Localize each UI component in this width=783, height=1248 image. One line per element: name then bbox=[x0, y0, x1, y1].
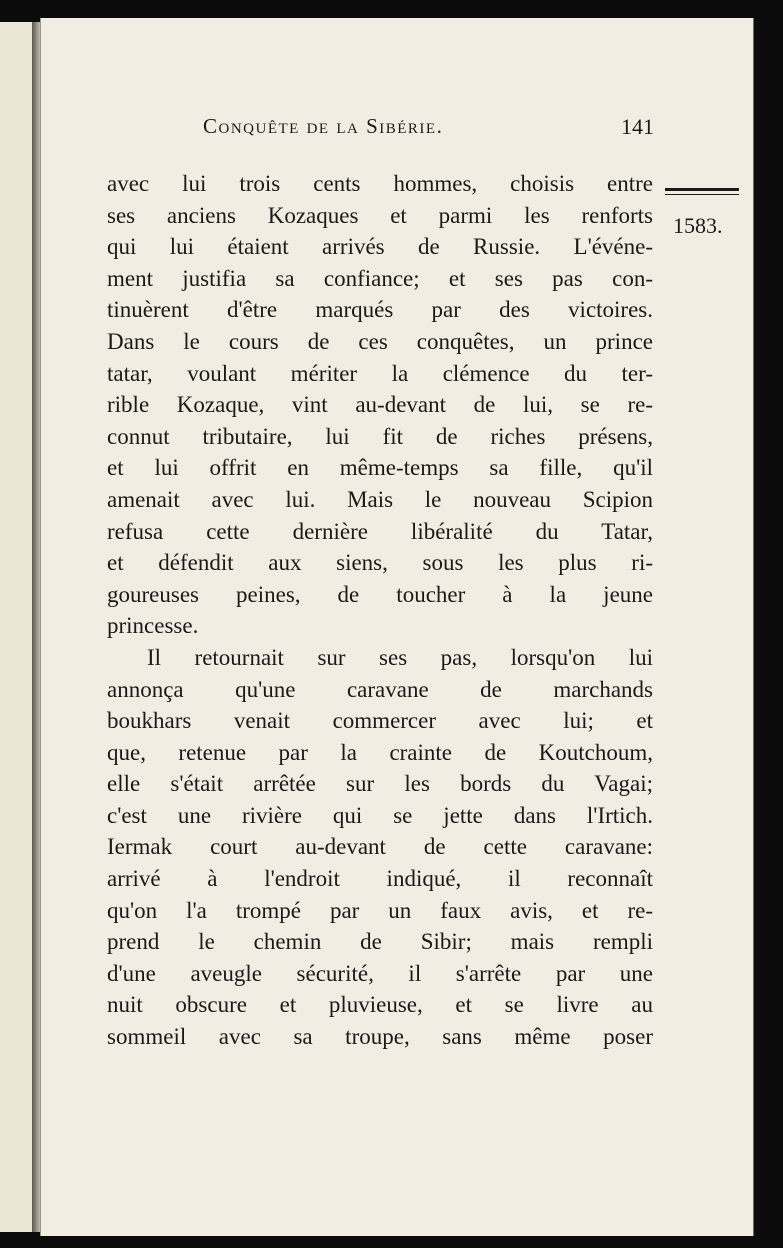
page-number: 141 bbox=[621, 114, 654, 139]
text-line: qu'on l'a trompé par un faux avis, et re- bbox=[107, 897, 653, 923]
text-line: Il retournait sur ses pas, lorsqu'on lui bbox=[147, 644, 653, 670]
text-line: boukhars venait commercer avec lui; et bbox=[107, 708, 653, 734]
text-line: ses anciens Kozaques et parmi les renforts bbox=[107, 202, 653, 228]
text-line: qui lui étaient arrivés de Russie. L'événe- bbox=[107, 234, 653, 260]
text-line: Dans le cours de ces conquêtes, un prince bbox=[107, 328, 653, 354]
text-line: elle s'était arrêtée sur les bords du Vagai; bbox=[107, 771, 653, 797]
margin-rule bbox=[665, 188, 739, 191]
text-line: et défendit aux siens, sous les plus ri- bbox=[107, 550, 653, 576]
text-line: tatar, voulant mériter la clémence du ter- bbox=[107, 360, 653, 386]
text-line: ment justifia sa confiance; et ses pas con- bbox=[107, 265, 653, 291]
text-line: nuit obscure et pluvieuse, et se livre au bbox=[107, 992, 653, 1018]
text-line: tinuèrent d'être marqués par des victoires. bbox=[107, 297, 653, 323]
text-line: d'une aveugle sécurité, il s'arrête par une bbox=[107, 960, 653, 986]
margin-rule-thin bbox=[665, 194, 739, 195]
text-line: c'est une rivière qui se jette dans l'Irtich. bbox=[107, 802, 653, 828]
book-page bbox=[40, 18, 754, 1236]
text-line: que, retenue par la crainte de Koutchoum, bbox=[107, 739, 653, 765]
text-line: Iermak court au-devant de cette caravane: bbox=[107, 834, 653, 860]
text-line: avec lui trois cents hommes, choisis entre bbox=[107, 171, 653, 196]
paragraph-2 bbox=[107, 642, 653, 1053]
margin-year: 1583. bbox=[673, 213, 723, 238]
facing-page-edge bbox=[0, 22, 34, 1232]
text-line: sommeil avec sa troupe, sans même poser bbox=[107, 1024, 653, 1050]
text-line: prend le chemin de Sibir; mais rempli bbox=[107, 929, 653, 955]
body-text bbox=[107, 168, 653, 1053]
running-title: Conquête de la Sibérie. bbox=[203, 114, 444, 138]
text-line: goureuses peines, de toucher à la jeune bbox=[107, 581, 653, 607]
text-line: refusa cette dernière libéralité du Tatar, bbox=[107, 518, 653, 544]
text-line: princesse. bbox=[107, 613, 199, 639]
text-line: et lui offrit en même-temps sa fille, qu'il bbox=[107, 455, 653, 481]
text-line: connut tributaire, lui fit de riches présens, bbox=[107, 423, 653, 449]
text-line: amenait avec lui. Mais le nouveau Scipion bbox=[107, 486, 653, 512]
text-line: arrivé à l'endroit indiqué, il reconnaît bbox=[107, 866, 653, 892]
paragraph-1 bbox=[107, 168, 653, 642]
text-line: rible Kozaque, vint au-devant de lui, se re- bbox=[107, 392, 653, 418]
text-line: annonça qu'une caravane de marchands bbox=[107, 676, 653, 702]
